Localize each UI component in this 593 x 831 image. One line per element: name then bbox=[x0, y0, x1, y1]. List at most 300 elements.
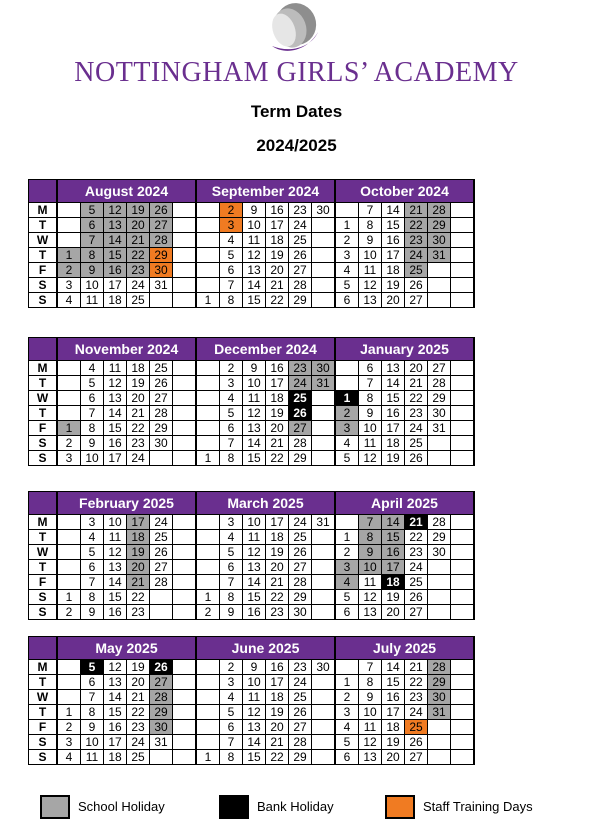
date-cell bbox=[150, 605, 173, 620]
day-letter: F bbox=[29, 421, 58, 436]
bank-holiday-date: 5 bbox=[81, 660, 104, 675]
date-cell: 16 bbox=[104, 436, 127, 451]
school-holiday-date: 23 bbox=[127, 263, 150, 278]
week-day-row bbox=[29, 575, 475, 590]
date-cell: 5 bbox=[220, 705, 243, 720]
staff-training-date: 29 bbox=[150, 248, 173, 263]
date-cell: 23 bbox=[405, 545, 428, 560]
date-cell: 25 bbox=[405, 575, 428, 590]
date-cell: 19 bbox=[127, 376, 150, 391]
date-cell: 9 bbox=[243, 203, 266, 218]
date-cell: 19 bbox=[382, 451, 405, 466]
date-cell bbox=[312, 575, 336, 590]
date-cell: 29 bbox=[150, 421, 173, 436]
date-cell: 11 bbox=[359, 575, 382, 590]
day-letter: W bbox=[29, 391, 58, 406]
date-cell: 9 bbox=[359, 233, 382, 248]
date-cell: 5 bbox=[81, 545, 104, 560]
school-holiday-date: 16 bbox=[382, 545, 405, 560]
date-cell: 27 bbox=[289, 263, 312, 278]
school-holiday-date: 21 bbox=[405, 203, 428, 218]
date-cell: 21 bbox=[127, 690, 150, 705]
date-cell: 30 bbox=[289, 605, 312, 620]
date-cell bbox=[57, 545, 81, 560]
date-cell: 8 bbox=[81, 421, 104, 436]
date-cell: 4 bbox=[335, 263, 359, 278]
date-cell: 1 bbox=[196, 590, 220, 605]
date-cell: 12 bbox=[104, 545, 127, 560]
date-cell: 10 bbox=[359, 248, 382, 263]
date-cell bbox=[312, 406, 336, 421]
date-cell bbox=[196, 515, 220, 530]
date-cell: 5 bbox=[220, 545, 243, 560]
date-cell: 26 bbox=[150, 545, 173, 560]
date-cell bbox=[57, 575, 81, 590]
date-cell: 22 bbox=[127, 705, 150, 720]
day-letter: T bbox=[29, 406, 58, 421]
date-cell: 15 bbox=[382, 218, 405, 233]
date-cell bbox=[57, 675, 81, 690]
school-holiday-date: 30 bbox=[428, 233, 451, 248]
date-cell: 18 bbox=[266, 530, 289, 545]
date-cell: 18 bbox=[127, 361, 150, 376]
date-cell: 26 bbox=[150, 376, 173, 391]
date-cell: 30 bbox=[150, 436, 173, 451]
date-cell: 21 bbox=[266, 278, 289, 293]
school-holiday-date: 30 bbox=[312, 361, 336, 376]
school-name: NOTTINGHAM GIRLS’ ACADEMY bbox=[74, 57, 519, 88]
date-cell: 10 bbox=[81, 451, 104, 466]
date-cell: 18 bbox=[382, 720, 405, 735]
date-cell: 7 bbox=[359, 660, 382, 675]
school-holiday-date: 7 bbox=[359, 515, 382, 530]
date-cell: 21 bbox=[266, 436, 289, 451]
staff-training-date: 3 bbox=[220, 218, 243, 233]
date-cell: 30 bbox=[428, 406, 451, 421]
date-cell: 10 bbox=[81, 735, 104, 750]
date-cell: 17 bbox=[382, 248, 405, 263]
date-cell bbox=[196, 530, 220, 545]
date-cell: 13 bbox=[243, 560, 266, 575]
date-cell: 3 bbox=[220, 515, 243, 530]
date-cell: 25 bbox=[150, 361, 173, 376]
date-cell: 9 bbox=[81, 720, 104, 735]
school-holiday-date: 13 bbox=[104, 218, 127, 233]
date-cell bbox=[312, 675, 336, 690]
date-cell: 9 bbox=[243, 361, 266, 376]
date-cell bbox=[428, 560, 451, 575]
school-holiday-date: 8 bbox=[359, 530, 382, 545]
date-cell: 17 bbox=[266, 675, 289, 690]
date-cell bbox=[173, 376, 197, 391]
week-day-row bbox=[29, 735, 475, 750]
date-cell: 12 bbox=[359, 451, 382, 466]
date-cell: 10 bbox=[359, 705, 382, 720]
date-cell: 25 bbox=[289, 530, 312, 545]
legend-label: Bank Holiday bbox=[257, 799, 334, 814]
day-letter: S bbox=[29, 590, 58, 605]
date-cell: 13 bbox=[359, 750, 382, 765]
school-holiday-date: 1 bbox=[57, 421, 81, 436]
date-cell: 24 bbox=[127, 278, 150, 293]
month-header: July 2025 bbox=[335, 637, 474, 660]
school-holiday-date: 29 bbox=[150, 705, 173, 720]
bank-holiday-swatch bbox=[219, 795, 249, 819]
date-cell: 5 bbox=[220, 248, 243, 263]
day-letter: S bbox=[29, 735, 58, 750]
date-cell bbox=[428, 263, 451, 278]
date-cell: 8 bbox=[220, 750, 243, 765]
date-cell bbox=[428, 750, 451, 765]
date-cell: 9 bbox=[243, 660, 266, 675]
date-cell bbox=[173, 605, 197, 620]
date-cell bbox=[451, 203, 475, 218]
school-holiday-date: 3 bbox=[335, 560, 359, 575]
day-letter: S bbox=[29, 278, 58, 293]
date-cell: 27 bbox=[289, 720, 312, 735]
school-holiday-date: 28 bbox=[150, 690, 173, 705]
legend-label: School Holiday bbox=[78, 799, 165, 814]
date-cell bbox=[196, 376, 220, 391]
school-holiday-date: 4 bbox=[335, 575, 359, 590]
date-cell: 14 bbox=[243, 436, 266, 451]
school-holiday-date: 2 bbox=[57, 263, 81, 278]
week-day-row bbox=[29, 293, 475, 308]
date-cell: 13 bbox=[359, 293, 382, 308]
bank-holiday-date: 18 bbox=[382, 575, 405, 590]
week-day-row bbox=[29, 203, 475, 218]
week-day-row bbox=[29, 720, 475, 735]
day-letter: T bbox=[29, 560, 58, 575]
date-cell: 22 bbox=[405, 675, 428, 690]
date-cell: 3 bbox=[57, 278, 81, 293]
date-cell: 24 bbox=[127, 735, 150, 750]
date-cell bbox=[428, 293, 451, 308]
date-cell bbox=[428, 605, 451, 620]
day-letter: F bbox=[29, 720, 58, 735]
date-cell: 10 bbox=[243, 376, 266, 391]
date-cell: 9 bbox=[81, 436, 104, 451]
header-corner bbox=[29, 180, 58, 203]
date-cell: 11 bbox=[104, 361, 127, 376]
date-cell bbox=[173, 545, 197, 560]
date-cell: 16 bbox=[266, 203, 289, 218]
date-cell bbox=[451, 515, 475, 530]
date-cell: 14 bbox=[382, 660, 405, 675]
date-cell bbox=[451, 590, 475, 605]
date-cell bbox=[150, 293, 173, 308]
date-cell bbox=[335, 515, 359, 530]
school-holiday-date: 17 bbox=[127, 515, 150, 530]
date-cell: 17 bbox=[266, 376, 289, 391]
date-cell: 10 bbox=[243, 675, 266, 690]
date-cell: 26 bbox=[289, 248, 312, 263]
date-cell: 13 bbox=[243, 263, 266, 278]
date-cell bbox=[428, 590, 451, 605]
legend-label: Staff Training Days bbox=[423, 799, 533, 814]
date-cell: 22 bbox=[266, 293, 289, 308]
week-day-row bbox=[29, 421, 475, 436]
week-day-row bbox=[29, 233, 475, 248]
date-cell: 24 bbox=[127, 451, 150, 466]
date-cell: 4 bbox=[220, 530, 243, 545]
date-cell bbox=[173, 660, 197, 675]
date-cell: 14 bbox=[243, 735, 266, 750]
date-cell: 6 bbox=[220, 421, 243, 436]
date-cell: 2 bbox=[57, 720, 81, 735]
date-cell: 28 bbox=[289, 735, 312, 750]
date-cell: 14 bbox=[104, 690, 127, 705]
date-cell bbox=[312, 263, 336, 278]
school-holiday-date: 23 bbox=[289, 361, 312, 376]
date-cell bbox=[57, 361, 81, 376]
week-day-row bbox=[29, 530, 475, 545]
date-cell bbox=[312, 451, 336, 466]
date-cell bbox=[451, 421, 475, 436]
date-cell: 5 bbox=[335, 278, 359, 293]
week-day-row bbox=[29, 391, 475, 406]
day-letter: S bbox=[29, 451, 58, 466]
date-cell bbox=[173, 705, 197, 720]
date-cell: 7 bbox=[81, 575, 104, 590]
date-cell: 7 bbox=[359, 203, 382, 218]
date-cell bbox=[173, 560, 197, 575]
week-day-row bbox=[29, 675, 475, 690]
date-cell bbox=[173, 735, 197, 750]
date-cell: 20 bbox=[382, 605, 405, 620]
bank-holiday-date: 1 bbox=[335, 391, 359, 406]
date-cell: 26 bbox=[405, 590, 428, 605]
term-block bbox=[28, 337, 475, 466]
date-cell: 22 bbox=[405, 391, 428, 406]
week-day-row bbox=[29, 545, 475, 560]
date-cell bbox=[57, 406, 81, 421]
date-cell bbox=[173, 675, 197, 690]
date-cell: 5 bbox=[335, 451, 359, 466]
day-letter: T bbox=[29, 376, 58, 391]
date-cell: 4 bbox=[81, 530, 104, 545]
date-cell: 29 bbox=[289, 750, 312, 765]
date-cell bbox=[451, 376, 475, 391]
date-cell: 23 bbox=[127, 720, 150, 735]
date-cell: 25 bbox=[127, 750, 150, 765]
date-cell: 28 bbox=[150, 406, 173, 421]
date-cell: 23 bbox=[405, 406, 428, 421]
week-day-row bbox=[29, 705, 475, 720]
date-cell bbox=[173, 278, 197, 293]
date-cell: 5 bbox=[220, 406, 243, 421]
school-holiday-date: 5 bbox=[81, 203, 104, 218]
date-cell bbox=[312, 218, 336, 233]
date-cell: 10 bbox=[81, 278, 104, 293]
date-cell: 8 bbox=[220, 451, 243, 466]
date-cell bbox=[451, 750, 475, 765]
date-cell: 19 bbox=[382, 590, 405, 605]
date-cell bbox=[196, 675, 220, 690]
school-holiday-date: 1 bbox=[57, 248, 81, 263]
date-cell bbox=[173, 690, 197, 705]
date-cell: 16 bbox=[382, 406, 405, 421]
date-cell bbox=[451, 675, 475, 690]
date-cell bbox=[196, 278, 220, 293]
date-cell: 8 bbox=[81, 705, 104, 720]
school-holiday-date: 10 bbox=[359, 560, 382, 575]
date-cell: 22 bbox=[405, 530, 428, 545]
date-cell bbox=[312, 293, 336, 308]
date-cell: 15 bbox=[243, 451, 266, 466]
date-cell: 12 bbox=[243, 406, 266, 421]
date-cell bbox=[335, 660, 359, 675]
school-holiday-date: 8 bbox=[81, 248, 104, 263]
date-cell bbox=[312, 690, 336, 705]
date-cell bbox=[451, 263, 475, 278]
date-cell: 23 bbox=[289, 203, 312, 218]
day-letter: T bbox=[29, 675, 58, 690]
date-cell: 15 bbox=[243, 590, 266, 605]
date-cell bbox=[57, 376, 81, 391]
date-cell: 12 bbox=[243, 248, 266, 263]
date-cell bbox=[173, 218, 197, 233]
month-header: April 2025 bbox=[335, 492, 474, 515]
header-corner bbox=[29, 637, 58, 660]
bank-holiday-date: 25 bbox=[289, 391, 312, 406]
date-cell: 14 bbox=[382, 376, 405, 391]
date-cell: 14 bbox=[243, 278, 266, 293]
date-cell bbox=[312, 705, 336, 720]
date-cell bbox=[57, 530, 81, 545]
date-cell: 7 bbox=[220, 735, 243, 750]
date-cell: 25 bbox=[150, 530, 173, 545]
date-cell bbox=[312, 735, 336, 750]
school-holiday-date: 18 bbox=[127, 530, 150, 545]
date-cell: 24 bbox=[405, 560, 428, 575]
date-cell: 21 bbox=[266, 575, 289, 590]
month-header: November 2024 bbox=[57, 338, 196, 361]
date-cell: 28 bbox=[428, 376, 451, 391]
day-letter: T bbox=[29, 530, 58, 545]
month-header: September 2024 bbox=[196, 180, 335, 203]
date-cell: 15 bbox=[104, 421, 127, 436]
date-cell: 19 bbox=[266, 406, 289, 421]
date-cell bbox=[196, 575, 220, 590]
date-cell: 9 bbox=[359, 406, 382, 421]
week-day-row bbox=[29, 690, 475, 705]
day-letter: F bbox=[29, 263, 58, 278]
date-cell: 18 bbox=[104, 750, 127, 765]
date-cell: 27 bbox=[289, 560, 312, 575]
date-cell: 12 bbox=[359, 590, 382, 605]
week-day-row bbox=[29, 436, 475, 451]
school-holiday-date: 28 bbox=[150, 233, 173, 248]
date-cell: 13 bbox=[104, 675, 127, 690]
date-cell: 3 bbox=[220, 376, 243, 391]
day-letter: M bbox=[29, 515, 58, 530]
date-cell bbox=[150, 451, 173, 466]
school-holiday-date: 19 bbox=[127, 203, 150, 218]
date-cell: 10 bbox=[243, 515, 266, 530]
month-header: January 2025 bbox=[335, 338, 474, 361]
date-cell bbox=[312, 605, 336, 620]
page-title: Term Dates bbox=[250, 102, 343, 121]
date-cell: 30 bbox=[312, 203, 336, 218]
date-cell bbox=[312, 720, 336, 735]
date-cell bbox=[196, 406, 220, 421]
date-cell: 9 bbox=[81, 605, 104, 620]
date-cell: 12 bbox=[104, 376, 127, 391]
date-cell bbox=[173, 391, 197, 406]
day-letter: T bbox=[29, 705, 58, 720]
date-cell: 20 bbox=[266, 421, 289, 436]
date-cell bbox=[451, 406, 475, 421]
date-cell: 8 bbox=[359, 391, 382, 406]
date-cell: 11 bbox=[81, 293, 104, 308]
date-cell: 5 bbox=[335, 735, 359, 750]
date-cell: 27 bbox=[150, 391, 173, 406]
date-cell bbox=[451, 391, 475, 406]
school-holiday-date: 12 bbox=[104, 203, 127, 218]
day-letter: T bbox=[29, 248, 58, 263]
school-holiday-date: 27 bbox=[150, 218, 173, 233]
date-cell: 29 bbox=[289, 590, 312, 605]
school-holiday-date: 9 bbox=[359, 545, 382, 560]
date-cell: 12 bbox=[243, 705, 266, 720]
date-cell: 7 bbox=[220, 575, 243, 590]
date-cell: 8 bbox=[81, 590, 104, 605]
school-holiday-swatch bbox=[40, 795, 70, 819]
school-holiday-date: 31 bbox=[428, 248, 451, 263]
bank-holiday-date: 21 bbox=[405, 515, 428, 530]
date-cell bbox=[173, 263, 197, 278]
date-cell: 1 bbox=[196, 750, 220, 765]
date-cell bbox=[196, 545, 220, 560]
staff-training-date: 25 bbox=[405, 720, 428, 735]
date-cell: 6 bbox=[81, 391, 104, 406]
week-day-row bbox=[29, 750, 475, 765]
date-cell: 24 bbox=[289, 675, 312, 690]
date-cell: 5 bbox=[81, 376, 104, 391]
bank-holiday-date: 26 bbox=[289, 406, 312, 421]
date-cell: 4 bbox=[220, 690, 243, 705]
date-cell: 26 bbox=[405, 735, 428, 750]
date-cell: 19 bbox=[127, 660, 150, 675]
date-cell bbox=[57, 560, 81, 575]
date-cell bbox=[451, 248, 475, 263]
date-cell bbox=[196, 560, 220, 575]
school-holiday-date: 27 bbox=[150, 675, 173, 690]
date-cell: 23 bbox=[289, 660, 312, 675]
date-cell: 18 bbox=[266, 690, 289, 705]
school-holiday-date: 25 bbox=[405, 263, 428, 278]
date-cell: 2 bbox=[57, 605, 81, 620]
date-cell: 25 bbox=[127, 293, 150, 308]
date-cell bbox=[428, 436, 451, 451]
date-cell: 22 bbox=[127, 421, 150, 436]
date-cell bbox=[57, 690, 81, 705]
date-cell bbox=[196, 705, 220, 720]
date-cell: 21 bbox=[405, 376, 428, 391]
date-cell: 3 bbox=[220, 675, 243, 690]
date-cell bbox=[196, 735, 220, 750]
date-cell: 20 bbox=[266, 560, 289, 575]
date-cell: 7 bbox=[220, 278, 243, 293]
date-cell bbox=[451, 218, 475, 233]
date-cell bbox=[312, 391, 336, 406]
date-cell bbox=[312, 248, 336, 263]
week-day-row bbox=[29, 451, 475, 466]
date-cell: 13 bbox=[104, 560, 127, 575]
date-cell: 11 bbox=[104, 530, 127, 545]
date-cell: 4 bbox=[220, 391, 243, 406]
